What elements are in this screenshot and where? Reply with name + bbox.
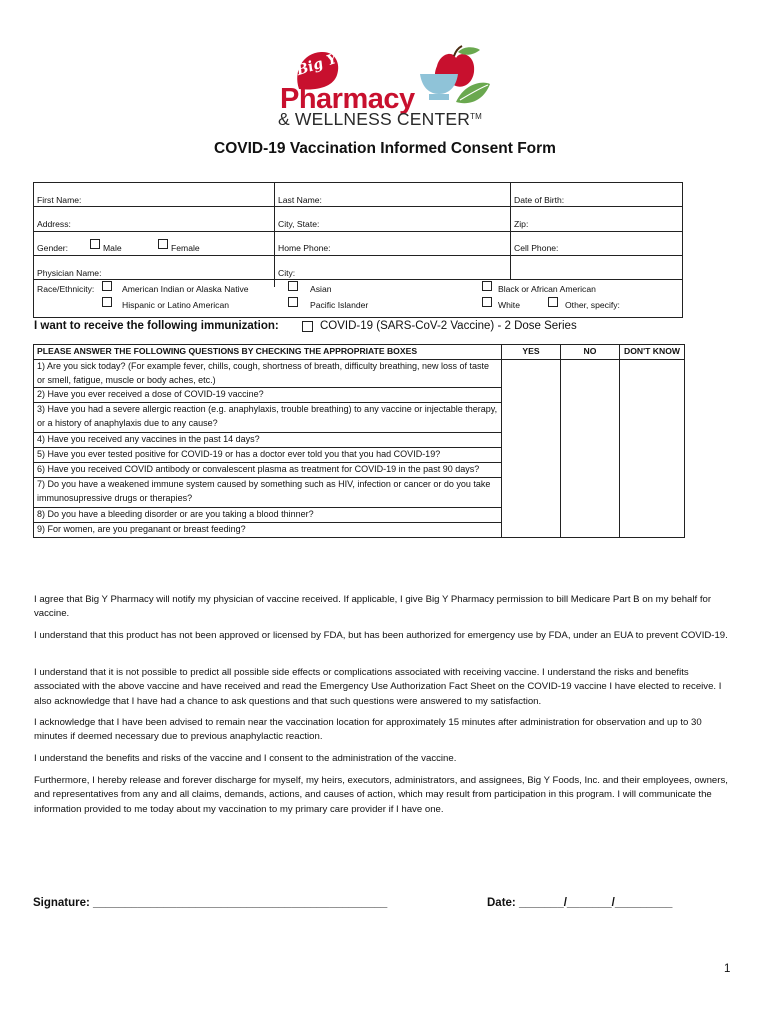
race-hispanic-label: Hispanic or Latino American [122, 300, 229, 310]
immunization-label: I want to receive the following immunization: [34, 320, 279, 332]
first-name-label: First Name: [37, 195, 82, 205]
question-7: 7) Do you have a weakened immune system caused by something such as HIV, infection or cancer or do you take immunosupressive drugs or therapies? [34, 478, 502, 508]
question-8: 8) Do you have a bleeding disorder or are you taking a blood thinner? [34, 508, 502, 523]
grid-divider [34, 279, 682, 280]
question-3: 3) Have you had a severe allergic reaction (e.g. anaphylaxis, trouble breathing) to any vaccine or injectable therapy, or a history of anaphylaxis due to any cause? [34, 403, 502, 433]
address-label: Address: [37, 219, 71, 229]
female-label: Female [171, 243, 200, 253]
covid-vaccine-checkbox[interactable] [302, 321, 313, 332]
screening-questions-table [33, 344, 685, 538]
consent-paragraph-eua: I understand that this product has not been approved or licensed by FDA, but has been authorized for emergency use by FDA, under an EUA to prevent COVID-19. [34, 630, 728, 641]
race-american-indian-checkbox[interactable] [102, 281, 112, 291]
race-other-label: Other, specify: [565, 300, 620, 310]
race-pacific-checkbox[interactable] [288, 297, 298, 307]
dob-label: Date of Birth: [514, 195, 565, 205]
race-asian-label: Asian [310, 284, 332, 294]
pharmacy-logo [274, 44, 494, 134]
table-header-row [34, 345, 685, 360]
cell-phone-label: Cell Phone: [514, 243, 559, 253]
consent-paragraph-notify: I agree that Big Y Pharmacy will notify my physician of vaccine received. If applicable, I give Big Y Pharmacy permission to bill Medicare Part B on my behalf for vaccine. [34, 594, 712, 620]
race-other-checkbox[interactable] [548, 297, 558, 307]
consent-paragraph-risks: I understand that it is not possible to predict all possible side effects or complications associated with receiving vaccine. I understand the risks and benefits associated with the above vaccine and have received and read the Emergency Use Authorization Fact Sheet on the COVID-19 vaccine I have elected to receive. I also acknowledge that I have had a chance to ask questions and that such questions were answered to my satisfaction. [34, 667, 722, 707]
male-label: Male [103, 243, 122, 253]
no-header: NO [561, 345, 620, 360]
question-6: 6) Have you received COVID antibody or convalescent plasma as treatment for COVID-19 in the past 90 days? [34, 463, 502, 478]
race-white-checkbox[interactable] [482, 297, 492, 307]
date-line[interactable]: Date: _______/_______/_________ [487, 897, 673, 909]
dont-know-header: DON'T KNOW [620, 345, 685, 360]
grid-divider [34, 231, 682, 232]
logo-wellness-text: & WELLNESS CENTER™ [278, 109, 483, 129]
question-9: 9) For women, are you preganant or breast feeding? [34, 523, 502, 538]
female-checkbox[interactable] [158, 239, 168, 249]
page-number: 1 [724, 963, 731, 975]
table-row [34, 360, 685, 388]
gender-label: Gender: [37, 243, 69, 253]
patient-info-grid [33, 182, 683, 318]
race-label: Race/Ethnicity: [37, 284, 95, 294]
question-4: 4) Have you received any vaccines in the past 14 days? [34, 433, 502, 448]
consent-paragraph-benefits: I understand the benefits and risks of the vaccine and I consent to the administration of the vaccine. [34, 753, 457, 764]
race-pacific-label: Pacific Islander [310, 300, 369, 310]
no-column[interactable] [561, 360, 620, 538]
race-hispanic-checkbox[interactable] [102, 297, 112, 307]
consent-paragraph-release: Furthermore, I hereby release and forever discharge for myself, my heirs, executors, administrators, and assignees, Big Y Foods, Inc. and their employees, owners, and representatives from any and all claims, demands, actions, and causes of action, which may result from participation in this program. I will communicate the information provided to me today about my vaccination to my primary care provider if I have one. [34, 775, 728, 815]
home-phone-label: Home Phone: [278, 243, 331, 253]
physician-label: Physician Name: [37, 268, 102, 278]
question-2: 2) Have you ever received a dose of COVID-19 vaccine? [34, 388, 502, 403]
male-checkbox[interactable] [90, 239, 100, 249]
city-label: City: [278, 268, 296, 278]
logo-pharmacy-text: Pharmacy [280, 83, 415, 115]
yes-header: YES [502, 345, 561, 360]
grid-divider [34, 206, 682, 207]
city-state-label: City, State: [278, 219, 320, 229]
race-american-indian-label: American Indian or Alaska Native [122, 284, 249, 294]
apple-mortar-icon [412, 44, 492, 114]
questions-header: PLEASE ANSWER THE FOLLOWING QUESTIONS BY CHECKING THE APPROPRIATE BOXES [34, 345, 502, 360]
trademark-mark: TM [470, 112, 483, 121]
grid-divider [274, 279, 275, 287]
question-5: 5) Have you ever tested positive for COVID-19 or has a doctor ever told you that you had COVID-19? [34, 448, 502, 463]
race-white-label: White [498, 300, 520, 310]
question-1: 1) Are you sick today? (For example fever, chills, cough, shortness of breath, difficulty breathing, new loss of taste or smell, fatigue, muscle or body aches, etc.) [34, 360, 502, 388]
dont-know-column[interactable] [620, 360, 685, 538]
logo-brand-script: Big Y [294, 50, 340, 80]
covid-vaccine-option: COVID-19 (SARS-CoV-2 Vaccine) - 2 Dose Series [320, 320, 577, 332]
zip-label: Zip: [514, 219, 529, 229]
race-black-label: Black or African American [498, 284, 596, 294]
signature-line[interactable]: Signature: ______________________________________________ [33, 897, 388, 909]
grid-divider [34, 255, 682, 256]
form-title: COVID-19 Vaccination Informed Consent Form [214, 140, 556, 157]
yes-column[interactable] [502, 360, 561, 538]
race-black-checkbox[interactable] [482, 281, 492, 291]
race-asian-checkbox[interactable] [288, 281, 298, 291]
consent-paragraph-observation: I acknowledge that I have been advised to remain near the vaccination location for approximately 15 minutes after administration for observation and up to 30 minutes if deemed necessary due to previous anaphylactic reaction. [34, 717, 702, 743]
last-name-label: Last Name: [278, 195, 322, 205]
